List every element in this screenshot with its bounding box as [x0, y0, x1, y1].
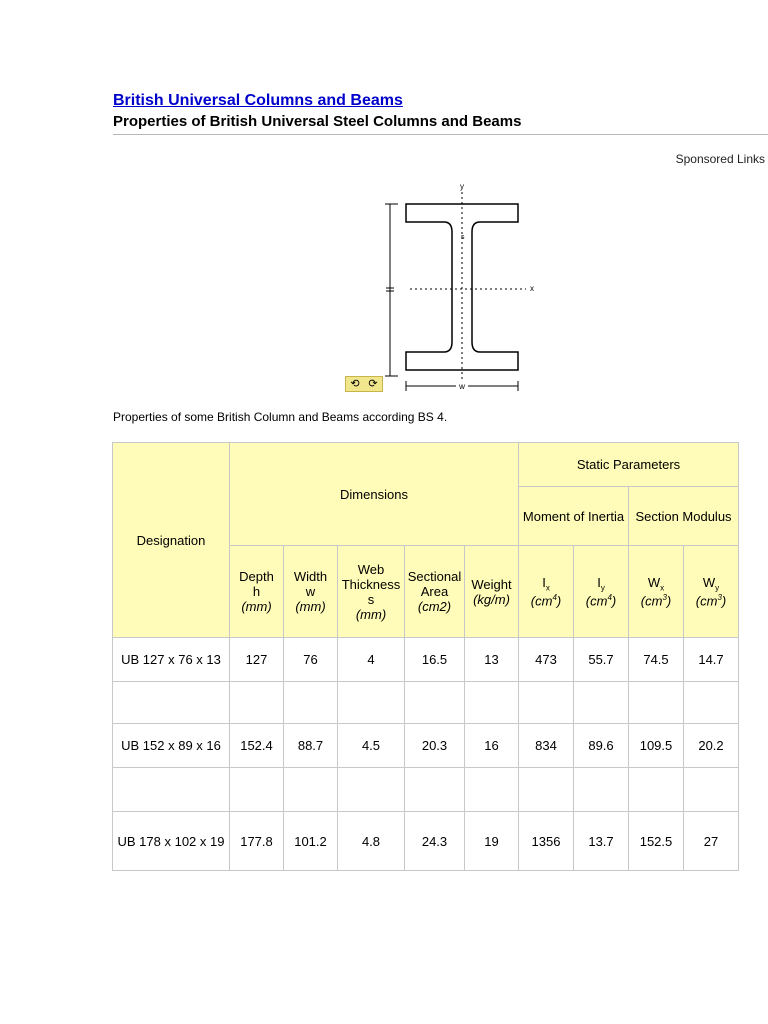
wx-header: $W_x$ $(cm^3)$	[629, 546, 684, 638]
table-row	[113, 768, 739, 812]
moment-of-inertia-header: Moment of Inertia	[519, 487, 629, 546]
weight-cell: 16	[465, 724, 519, 768]
rotate-left-icon[interactable]: ⟲	[350, 378, 360, 390]
title-link[interactable]: British Universal Columns and Beams	[113, 92, 403, 109]
weight-header: Weight (kg/m)	[465, 546, 519, 638]
wy-cell: 14.7	[684, 638, 739, 682]
wy-cell: 27	[684, 812, 739, 871]
wy-cell	[684, 768, 739, 812]
web-cell	[338, 682, 405, 724]
area-cell	[405, 768, 465, 812]
width-cell	[284, 768, 338, 812]
iy-cell	[574, 682, 629, 724]
web-thickness-header: Web Thickness s (mm)	[338, 546, 405, 638]
diagram-label-x: x	[530, 284, 534, 293]
web-cell	[338, 768, 405, 812]
designation-cell: UB 178 x 102 x 19	[113, 812, 230, 871]
table-row	[113, 682, 739, 724]
diagram-label-y: y	[460, 182, 464, 191]
diagram-label-w: w	[459, 382, 465, 391]
wx-cell: 152.5	[629, 812, 684, 871]
wx-cell: 109.5	[629, 724, 684, 768]
weight-cell: 13	[465, 638, 519, 682]
diagram-toolbar	[345, 376, 383, 392]
rotate-right-icon[interactable]: ⟳	[368, 378, 378, 390]
table-row	[113, 812, 739, 871]
header-divider	[113, 134, 768, 135]
web-cell: 4	[338, 638, 405, 682]
iy-header: $I_y$ $(cm^4)$	[574, 546, 629, 638]
width-header: Width w (mm)	[284, 546, 338, 638]
designation-cell	[113, 768, 230, 812]
wx-cell: 74.5	[629, 638, 684, 682]
width-cell	[284, 682, 338, 724]
area-cell: 16.5	[405, 638, 465, 682]
area-cell: 24.3	[405, 812, 465, 871]
page-subtitle: Properties of British Universal Steel Columns and Beams	[113, 113, 522, 130]
diagram-label-s: s	[461, 234, 465, 241]
i-beam-cross-section-diagram	[340, 180, 540, 395]
depth-header: Depth h (mm)	[230, 546, 284, 638]
width-cell: 101.2	[284, 812, 338, 871]
weight-cell	[465, 682, 519, 724]
depth-cell: 127	[230, 638, 284, 682]
depth-cell: 152.4	[230, 724, 284, 768]
designation-header: Designation	[113, 443, 230, 638]
iy-cell: 55.7	[574, 638, 629, 682]
ix-cell	[519, 768, 574, 812]
intro-text: Properties of some British Column and Beams according BS 4.	[113, 410, 448, 424]
table-row	[113, 724, 739, 768]
iy-cell	[574, 768, 629, 812]
wx-cell	[629, 682, 684, 724]
wy-cell	[684, 682, 739, 724]
ix-cell: 473	[519, 638, 574, 682]
wy-header: $W_y$ $(cm^3)$	[684, 546, 739, 638]
area-cell: 20.3	[405, 724, 465, 768]
properties-table	[112, 442, 739, 871]
weight-cell: 19	[465, 812, 519, 871]
designation-cell	[113, 682, 230, 724]
weight-cell	[465, 768, 519, 812]
depth-cell	[230, 768, 284, 812]
ix-header: $I_x$ $(cm^4)$	[519, 546, 574, 638]
wx-cell	[629, 768, 684, 812]
designation-cell: UB 152 x 89 x 16	[113, 724, 230, 768]
sponsored-links-label: Sponsored Links	[675, 152, 765, 166]
web-cell: 4.8	[338, 812, 405, 871]
dimensions-header: Dimensions	[230, 443, 519, 546]
wy-cell: 20.2	[684, 724, 739, 768]
depth-cell: 177.8	[230, 812, 284, 871]
depth-cell	[230, 682, 284, 724]
area-cell	[405, 682, 465, 724]
ix-cell	[519, 682, 574, 724]
iy-cell: 89.6	[574, 724, 629, 768]
width-cell: 76	[284, 638, 338, 682]
sectional-area-header: Sectional Area (cm2)	[405, 546, 465, 638]
table-row	[113, 638, 739, 682]
static-parameters-header: Static Parameters	[519, 443, 739, 487]
web-cell: 4.5	[338, 724, 405, 768]
section-modulus-header: Section Modulus	[629, 487, 739, 546]
iy-cell: 13.7	[574, 812, 629, 871]
width-cell: 88.7	[284, 724, 338, 768]
designation-cell: UB 127 x 76 x 13	[113, 638, 230, 682]
ix-cell: 834	[519, 724, 574, 768]
ix-cell: 1356	[519, 812, 574, 871]
